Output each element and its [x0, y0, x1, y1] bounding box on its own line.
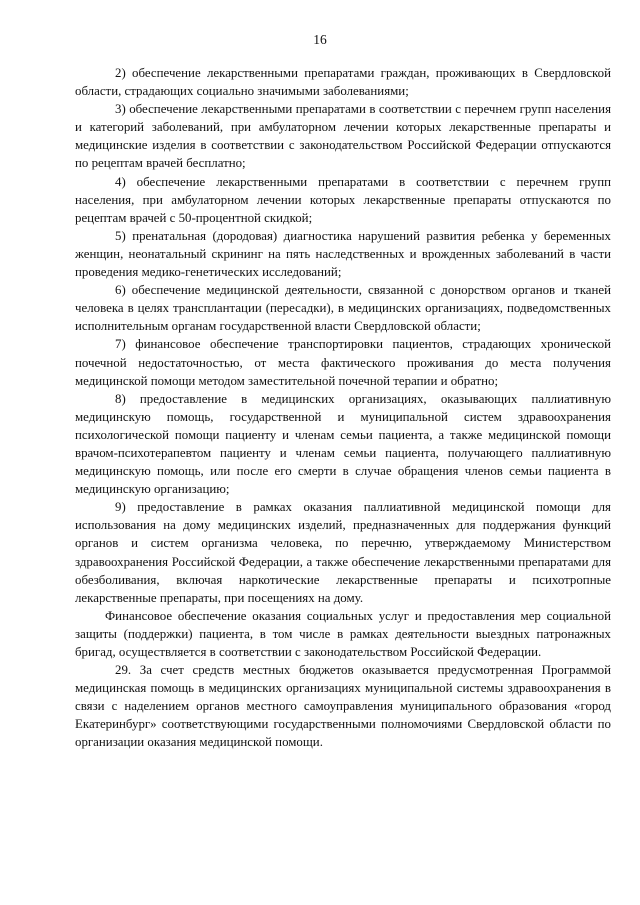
- paragraph-item-6: 6) обеспечение медицинской деятельности, связанной с донорством органов и тканей человека в целях трансплантации (пересадки), в медицинских организациях, подведомственных исполнительным органам государственной власти Свердловской области;: [75, 283, 611, 334]
- paragraph-section-29: 29. За счет средств местных бюджетов оказывается предусмотренная Программой медицинская помощь в медицинских организациях муниципальной системы здравоохранения в связи с наделением органов местного самоуправления муниципального образования «город Екатеринбург» соответствующими государственными полномочиями Свердловской области по организации оказания медицинской помощи.: [75, 663, 611, 750]
- paragraph-item-8: 8) предоставление в медицинских организациях, оказывающих паллиативную медицинскую помощь, государственной и муниципальной систем здравоохранения психологической помощи пациенту и членам семьи пациента, а также медицинской помощи врачом-психотерапевтом пациенту и членам семьи пациента, получающего паллиативную медицинскую помощь, или после его смерти в случае обращения членов семьи пациента в медицинскую организацию;: [75, 391, 611, 497]
- document-body: [75, 64, 611, 752]
- page-number: 16: [313, 32, 327, 47]
- paragraph-item-9: 9) предоставление в рамках оказания паллиативной медицинской помощи для использования на дому медицинских изделий, предназначенных для поддержания функций органов и систем организма человека, по перечню, утверждаемому Министерством здравоохранения Российской Федерации, а также обеспечение лекарственными препаратами для обезболивания, включая наркотические лекарственные препараты и психотропные лекарственные препараты, при посещениях на дому.: [75, 500, 611, 605]
- paragraph-social-services: Финансовое обеспечение оказания социальных услуг и предоставления мер социальной защиты (поддержки) пациента, в том числе в рамках деятельности выездных патронажных бригад, осуществляется в соответствии с законодательством Российской Федерации.: [75, 608, 611, 659]
- paragraph-item-2: 2) обеспечение лекарственными препаратами граждан, проживающих в Свердловской области, страдающих социально значимыми заболеваниями;: [75, 66, 611, 99]
- paragraph-item-3: 3) обеспечение лекарственными препаратами в соответствии с перечнем групп населения и категорий заболеваний, при амбулаторном лечении которых лекарственные препараты и медицинские изделия в соответствии с законодательством Российской Федерации отпускаются по рецептам врачей бесплатно;: [75, 102, 611, 171]
- paragraph-item-7: 7) финансовое обеспечение транспортировки пациентов, страдающих хронической почечной недостаточностью, от места фактического проживания до места получения медицинской помощи методом заместительной почечной терапии и обратно;: [75, 337, 611, 388]
- paragraph-item-4: 4) обеспечение лекарственными препаратами в соответствии с перечнем групп населения, при амбулаторном лечении которых лекарственные препараты отпускаются по рецептам врачей с 50-процентной скидкой;: [75, 174, 611, 225]
- paragraph-item-5: 5) пренатальная (дородовая) диагностика нарушений развития ребенка у беременных женщин, неонатальный скрининг на пять наследственных и врожденных заболеваний в части проведения медико-генетических исследований;: [75, 228, 611, 280]
